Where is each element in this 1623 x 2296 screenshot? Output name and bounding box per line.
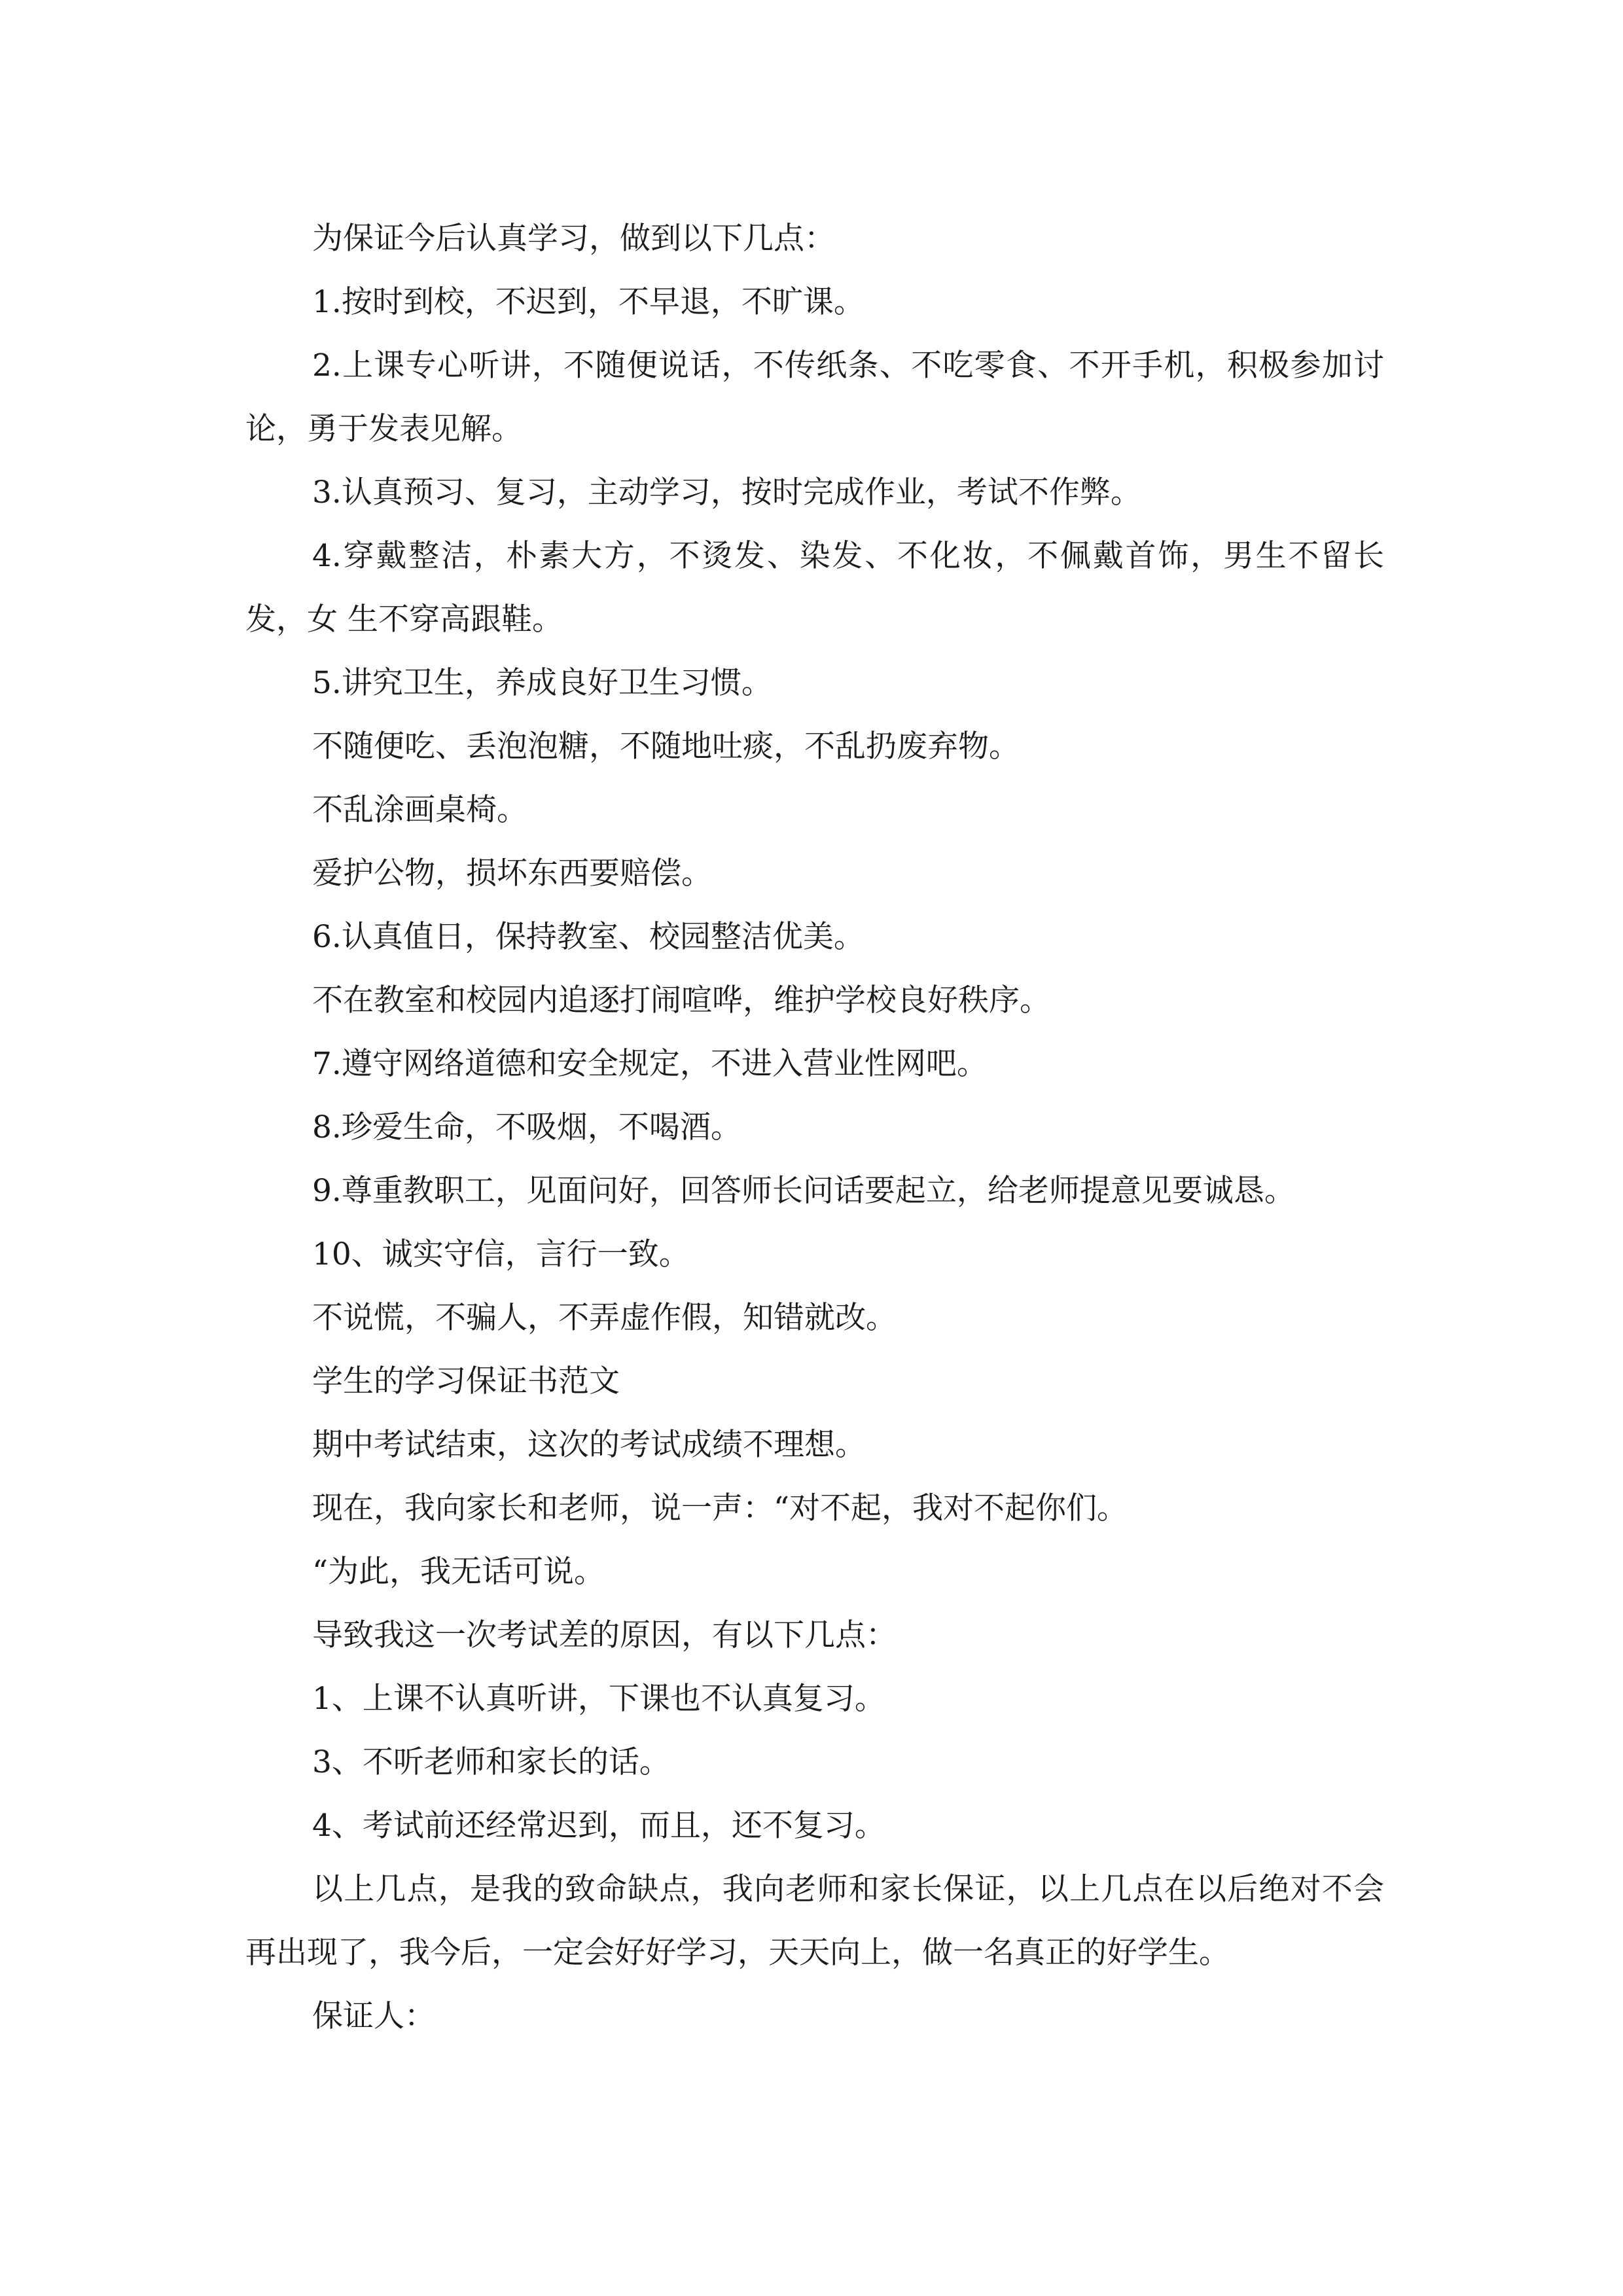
paragraph-exam-result: 期中考试结束，这次的考试成绩不理想。 xyxy=(312,1427,866,1463)
paragraph-item-7: 7.遵守网络道德和安全规定，不进入营业性网吧。 xyxy=(312,1046,988,1082)
paragraph-reason-1: 1、上课不认真听讲，下课也不认真复习。 xyxy=(312,1681,885,1717)
paragraph-item-9: 9.尊重教职工，见面问好，回答师长问话要起立，给老师提意见要诚恳。 xyxy=(312,1173,1295,1209)
paragraph-reason-3: 3、不听老师和家长的话。 xyxy=(312,1744,670,1780)
paragraph-item-10: 10、诚实守信，言行一致。 xyxy=(312,1236,690,1272)
paragraph-intro: 为保证今后认真学习，做到以下几点： xyxy=(312,221,835,257)
document-page xyxy=(245,207,1384,2048)
section-heading: 学生的学习保证书范文 xyxy=(312,1363,620,1399)
paragraph-item-10-detail: 不说慌，不骗人，不弄虚作假，知错就改。 xyxy=(312,1300,897,1336)
paragraph-item-1: 1.按时到校，不迟到，不早退，不旷课。 xyxy=(312,284,865,320)
paragraph-item-8: 8.珍爱生命，不吸烟，不喝酒。 xyxy=(312,1109,741,1145)
paragraph-reasons-intro: 导致我这一次考试差的原因，有以下几点： xyxy=(312,1617,897,1653)
paragraph-item-5-detail-1: 不随便吃、丢泡泡糖，不随地吐痰，不乱扔废弃物。 xyxy=(312,728,1020,764)
paragraph-promise: 以上几点，是我的致命缺点，我向老师和家长保证，以上几点在以后绝对不会再出现了，我今后，一定会好好学习，天天向上，做一名真正的好学生。 xyxy=(245,1871,1384,1971)
paragraph-item-6: 6.认真值日，保持教室、校园整洁优美。 xyxy=(312,919,865,955)
paragraph-reason-4: 4、考试前还经常迟到，而且，还不复习。 xyxy=(312,1808,885,1844)
paragraph-apology-cont: “为此，我无话可说。 xyxy=(312,1554,605,1590)
paragraph-item-5-detail-3: 爱护公物，损坏东西要赔偿。 xyxy=(312,855,712,891)
paragraph-item-4: 4.穿戴整洁，朴素大方，不烫发、染发、不化妆，不佩戴首饰，男生不留长发，女 生不穿高跟鞋。 xyxy=(245,538,1384,637)
paragraph-item-3: 3.认真预习、复习，主动学习，按时完成作业，考试不作弊。 xyxy=(312,475,1141,511)
paragraph-item-2: 2.上课专心听讲，不随便说话，不传纸条、不吃零食、不开手机，积极参加讨论，勇于发表见解。 xyxy=(245,348,1384,447)
paragraph-item-6-detail: 不在教室和校园内追逐打闹喧哗，维护学校良好秩序。 xyxy=(312,982,1050,1018)
paragraph-item-5: 5.讲究卫生，养成良好卫生习惯。 xyxy=(312,665,772,701)
paragraph-apology: 现在，我向家长和老师，说一声：“对不起，我对不起你们。 xyxy=(312,1490,1128,1526)
paragraph-signature: 保证人： xyxy=(312,1998,435,2034)
paragraph-item-5-detail-2: 不乱涂画桌椅。 xyxy=(312,792,527,828)
